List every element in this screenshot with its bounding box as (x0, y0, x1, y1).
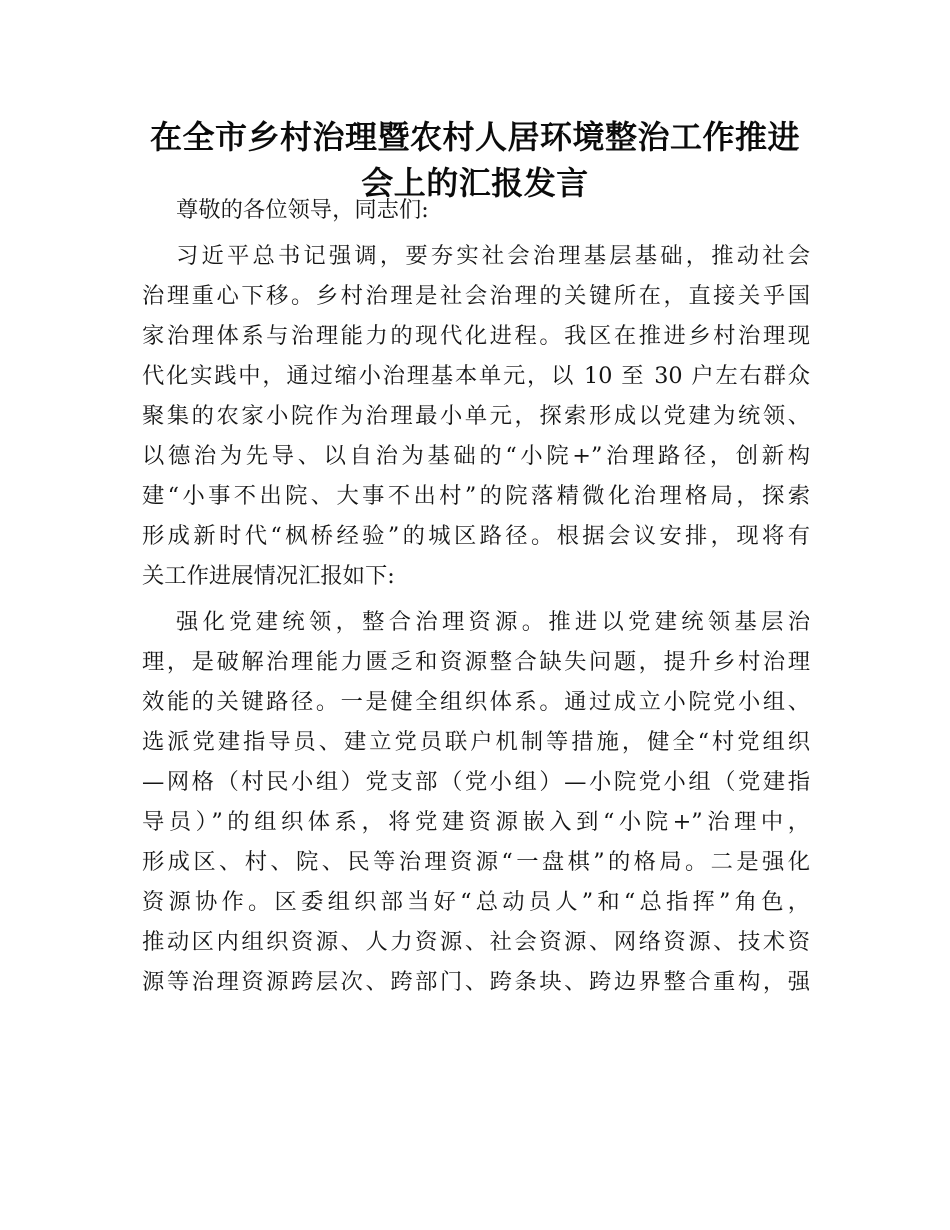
paragraph-line: 形成新时代“枫桥经验”的城区路径。根据会议安排，现将有 (142, 523, 810, 549)
paragraph-line: 习近平总书记强调，要夯实社会治理基层基础，推动社会 (176, 243, 810, 269)
salutation (142, 190, 810, 230)
title-line-1: 在全市乡村治理暨农村人居环境整治工作推进 (149, 118, 800, 156)
paragraph-line: 聚集的农家小院作为治理最小单元，探索形成以党建为统领、 (142, 403, 810, 429)
paragraph-line: 以德治为先导、以自治为基础的“小院+”治理路径，创新构 (142, 443, 810, 469)
paragraph-line: 建“小事不出院、大事不出村”的院落精微化治理格局，探索 (142, 483, 810, 509)
paragraph-line: 形成区、村、院、民等治理资源“一盘棋”的格局。二是强化 (142, 849, 810, 875)
paragraph-line: —网格（村民小组）党支部（党小组）—小院党小组（党建指 (142, 769, 810, 795)
paragraph-line: 治理重心下移。乡村治理是社会治理的关键所在，直接关乎国 (142, 283, 810, 309)
paragraph-party-leadership (142, 602, 810, 1002)
document-body (142, 190, 810, 1008)
salutation-line: 尊敬的各位领导，同志们: (176, 197, 429, 223)
paragraph-line: 关工作进展情况汇报如下: (142, 563, 395, 589)
paragraph-line: 源等治理资源跨层次、跨部门、跨条块、跨边界整合重构，强 (142, 969, 810, 995)
paragraph-introduction (142, 236, 810, 596)
paragraph-line: 推动区内组织资源、人力资源、社会资源、网络资源、技术资 (142, 929, 810, 955)
paragraph-line: 导员）”的组织体系，将党建资源嵌入到“小院+”治理中， (142, 809, 810, 835)
title-line-2: 会上的汇报发言 (361, 164, 589, 202)
paragraph-line: 选派党建指导员、建立党员联户机制等措施，健全“村党组织 (142, 729, 810, 755)
paragraph-line: 理，是破解治理能力匮乏和资源整合缺失问题，提升乡村治理 (142, 649, 810, 675)
paragraph-line: 资源协作。区委组织部当好“总动员人”和“总指挥”角色， (142, 889, 810, 915)
paragraph-line: 代化实践中，通过缩小治理基本单元，以 10 至 30 户左右群众 (142, 363, 810, 389)
paragraph-line: 效能的关键路径。一是健全组织体系。通过成立小院党小组、 (142, 689, 810, 715)
paragraph-line: 家治理体系与治理能力的现代化进程。我区在推进乡村治理现 (142, 323, 810, 349)
paragraph-line: 强化党建统领，整合治理资源。推进以党建统领基层治 (176, 609, 810, 635)
